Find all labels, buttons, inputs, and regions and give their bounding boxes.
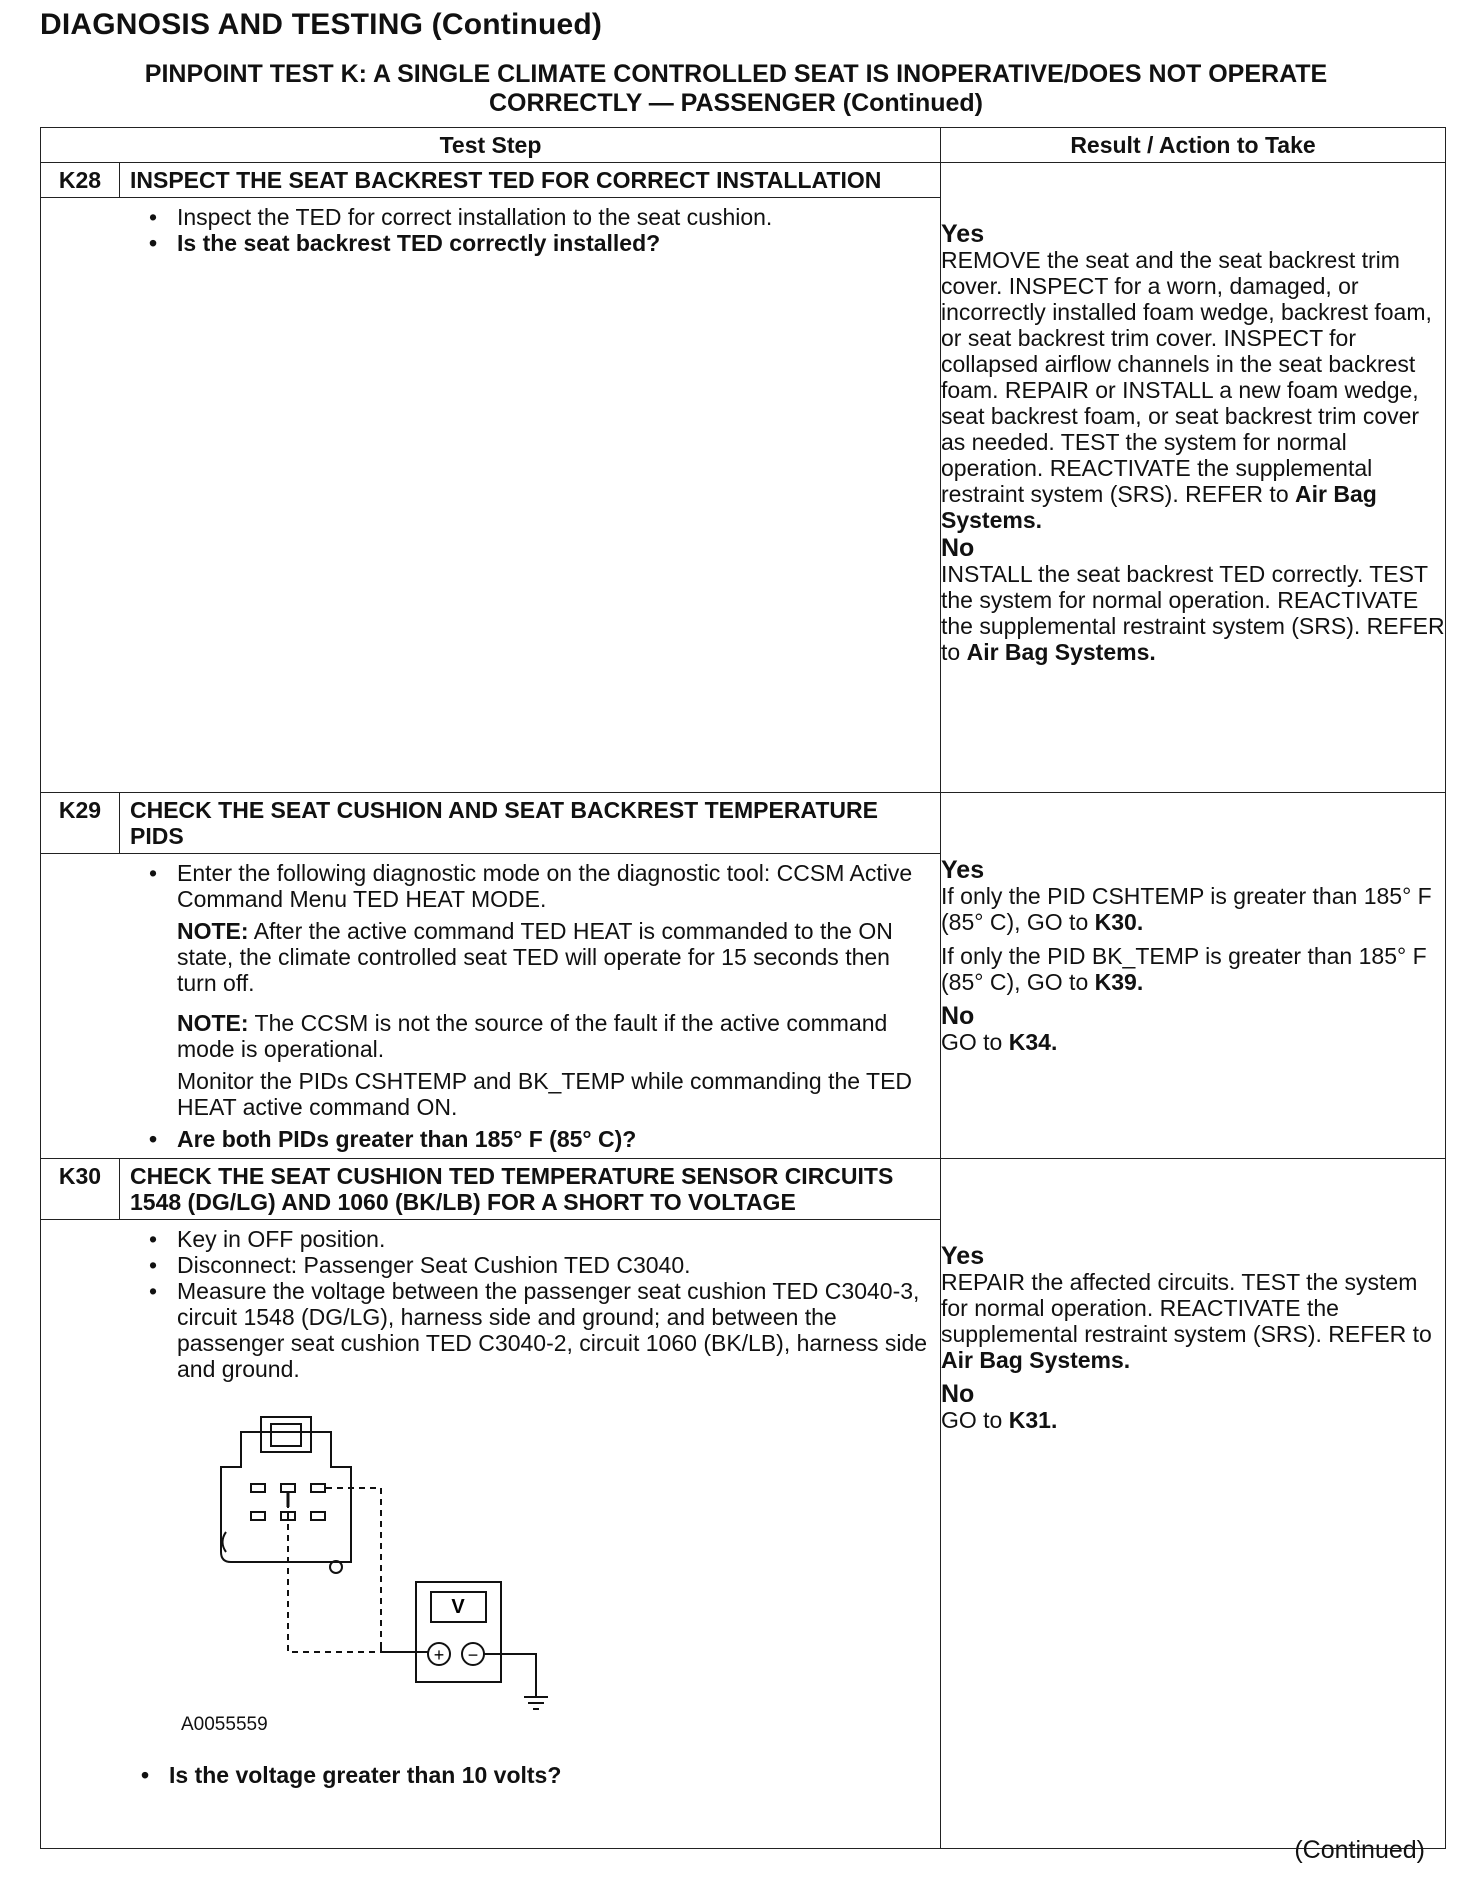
note-label: NOTE: xyxy=(177,1010,249,1036)
pinpoint-test-title xyxy=(40,60,1432,118)
no-action: GO to xyxy=(941,1029,1003,1055)
yes-label: Yes xyxy=(941,856,985,884)
lead-to-plus xyxy=(381,1646,428,1652)
yes-reference: Air Bag Systems. xyxy=(941,1347,1131,1373)
no-label: No xyxy=(941,534,975,562)
test-title-line2: CORRECTLY — PASSENGER (Continued) xyxy=(488,89,983,117)
pinpoint-test-table xyxy=(40,127,1446,1849)
step-question: • Is the voltage greater than 10 volts? xyxy=(133,1762,928,1788)
page-title: DIAGNOSIS AND TESTING (Continued) xyxy=(40,8,603,41)
yes-reference: Air Bag Systems. xyxy=(941,481,1377,533)
no-reference: Air Bag Systems. xyxy=(966,639,1156,665)
note-text: The CCSM is not the source of the fault if the active command mode is operational. xyxy=(177,1010,888,1062)
table-row-k28 xyxy=(41,163,1446,793)
note xyxy=(141,918,928,996)
plus-symbol: + xyxy=(433,1645,445,1665)
yes-reference: K30. xyxy=(1094,909,1144,935)
lead-to-ground xyxy=(484,1654,536,1697)
note xyxy=(141,1010,928,1062)
yes-action: REMOVE the seat and the seat backrest trim cover. INSPECT for a worn, damaged, or incorrectly installed foam wedge, backrest foam, or seat backrest trim cover. INSPECT for collapsed airflow channels in the seat backrest foam. REPAIR or INSTALL a new foam wedge, seat backrest foam, or seat backrest trim cover as needed. TEST the system for normal operation. REACTIVATE the supplemental restraint system (SRS). REFER to xyxy=(941,247,1432,507)
pin-3 xyxy=(311,1484,325,1492)
no-label: No xyxy=(941,1002,975,1030)
step-cell-k28 xyxy=(41,163,941,793)
continued-note: (Continued) xyxy=(1294,1836,1425,1864)
pin-1 xyxy=(251,1484,265,1492)
step-bullet: • Disconnect: Passenger Seat Cushion TED C3040. xyxy=(141,1252,928,1278)
step-bullet: • Enter the following diagnostic mode on the diagnostic tool: CCSM Active Command Menu TED HEAT MODE. xyxy=(141,860,928,912)
figure-id: A0055559 xyxy=(181,1714,268,1735)
minus-symbol: − xyxy=(467,1645,479,1665)
pin-2 xyxy=(281,1484,295,1492)
step-id: K28 xyxy=(41,163,120,197)
no-action: GO to xyxy=(941,1407,1003,1433)
result-cell-k29 xyxy=(941,793,1446,1159)
connector-voltmeter-illustration xyxy=(181,1412,741,1742)
step-heading: CHECK THE SEAT CUSHION TED TEMPERATURE SENSOR CIRCUITS 1548 (DG/LG) AND 1060 (BK/LB) FOR A SHORT TO VOLTAGE xyxy=(130,1163,894,1215)
step-id: K29 xyxy=(41,793,120,853)
step-question: • Is the seat backrest TED correctly installed? xyxy=(141,230,928,256)
step-bullet: • Key in OFF position. xyxy=(141,1226,928,1252)
yes-label: Yes xyxy=(941,220,985,248)
table-header-row xyxy=(41,128,1446,163)
connector-latch-inner xyxy=(271,1424,301,1446)
voltmeter-label: V xyxy=(451,1596,465,1618)
table-row-k29 xyxy=(41,793,1446,1159)
step-cell-k30 xyxy=(41,1159,941,1849)
note-text: After the active command TED HEAT is commanded to the ON state, the climate controlled seat TED will operate for 15 seconds then turn off. xyxy=(177,918,893,996)
yes-action: If only the PID CSHTEMP is greater than 185° F (85° C), GO to xyxy=(941,883,1432,935)
no-label: No xyxy=(941,1380,975,1408)
result-cell-k30 xyxy=(941,1159,1446,1849)
step-id: K30 xyxy=(41,1159,120,1219)
pin-6 xyxy=(311,1512,325,1520)
yes-action: REPAIR the affected circuits. TEST the system for normal operation. REACTIVATE the supplemental restraint system (SRS). REFER to xyxy=(941,1269,1432,1347)
no-reference: K31. xyxy=(1008,1407,1058,1433)
result-cell-k28 xyxy=(941,163,1446,793)
yes-label: Yes xyxy=(941,1242,985,1270)
ground-symbol xyxy=(524,1697,548,1709)
step-cell-k29 xyxy=(41,793,941,1159)
step-heading: CHECK THE SEAT CUSHION AND SEAT BACKREST TEMPERATURE PIDS xyxy=(130,797,878,849)
col-header-result: Result / Action to Take xyxy=(941,128,1446,163)
voltage-test-diagram xyxy=(181,1412,741,1752)
no-action: INSTALL the seat backrest TED correctly. TEST the system for normal operation. REACTIVATE the supplemental restraint system (SRS). REFER to xyxy=(941,561,1445,665)
step-bullet: • Measure the voltage between the passenger seat cushion TED C3040-3, circuit 1548 (DG/LG), harness side and ground; and between the passenger seat cushion TED C3040-2, circuit 1060 (BK/LB), harness side and ground. xyxy=(141,1278,928,1382)
no-reference: K34. xyxy=(1008,1029,1058,1055)
yes-action: If only the PID BK_TEMP is greater than 185° F (85° C), GO to xyxy=(941,943,1427,995)
connector-clip xyxy=(223,1532,227,1552)
probe-lead-pin3 xyxy=(326,1488,381,1646)
step-heading: INSPECT THE SEAT BACKREST TED FOR CORRECT INSTALLATION xyxy=(130,167,882,193)
table-row-k30 xyxy=(41,1159,1446,1849)
step-bullet: • Inspect the TED for correct installation to the seat cushion. xyxy=(141,204,928,230)
monitor-instruction: Monitor the PIDs CSHTEMP and BK_TEMP while commanding the TED HEAT active command ON. xyxy=(177,1068,913,1120)
col-header-test-step: Test Step xyxy=(41,128,941,163)
step-question: • Are both PIDs greater than 185° F (85° C)? xyxy=(141,1126,928,1152)
note-label: NOTE: xyxy=(177,918,249,944)
test-title-line1: PINPOINT TEST K: A SINGLE CLIMATE CONTROLLED SEAT IS INOPERATIVE/DOES NOT OPERATE xyxy=(144,60,1328,88)
yes-reference: K39. xyxy=(1094,969,1144,995)
pin-4 xyxy=(251,1512,265,1520)
